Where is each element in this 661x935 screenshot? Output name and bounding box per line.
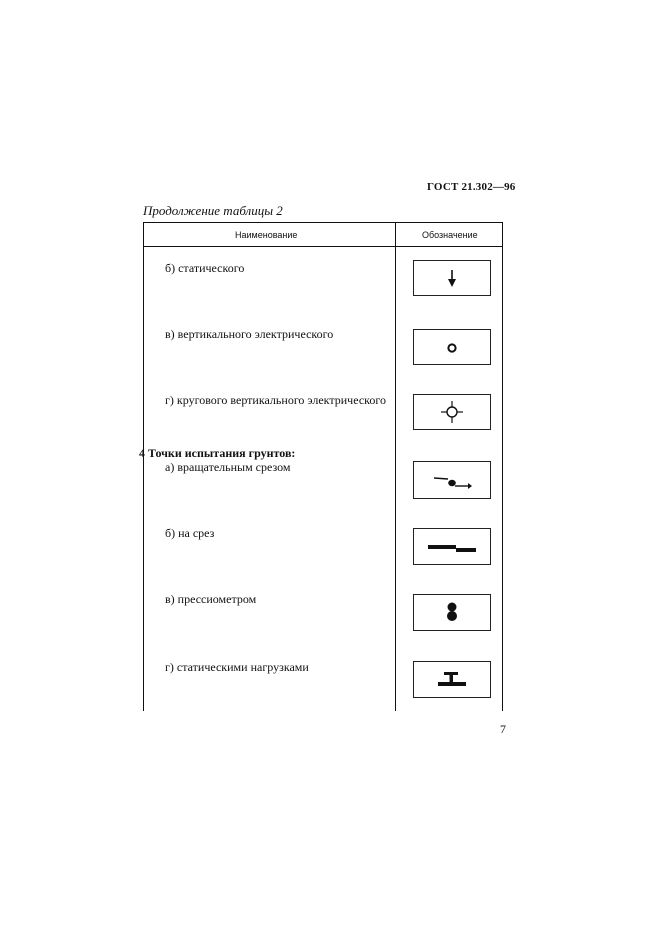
arrow-down-icon xyxy=(414,261,490,295)
standard-code: ГОСТ 21.302—96 xyxy=(427,181,516,193)
static-load-icon xyxy=(414,662,490,696)
row-label: б) статического xyxy=(165,261,245,275)
symbol-cell xyxy=(413,260,491,296)
symbol-cell xyxy=(413,329,491,365)
crosshair-circle-icon xyxy=(414,395,490,429)
row-label: г) статическими нагрузками xyxy=(165,660,309,674)
small-circle-icon xyxy=(414,330,490,364)
row-label: г) кругового вертикального электрического xyxy=(165,393,386,407)
row-label: б) на срез xyxy=(165,526,215,540)
symbol-cell xyxy=(413,528,491,565)
symbol-cell xyxy=(413,461,491,499)
symbol-cell xyxy=(413,661,491,698)
pressuremeter-icon xyxy=(414,595,490,629)
header-divider xyxy=(143,246,503,247)
symbol-cell xyxy=(413,394,491,430)
column-divider xyxy=(395,223,396,711)
table-left-border xyxy=(143,223,144,711)
row-label: а) вращательным срезом xyxy=(165,460,291,474)
row-label: в) вертикального электрического xyxy=(165,327,334,341)
rotational-shear-icon xyxy=(414,462,490,496)
table-caption: Продолжение таблицы 2 xyxy=(143,203,283,218)
row-label: в) прессиометром xyxy=(165,592,257,606)
table-right-border xyxy=(502,223,503,711)
column-header-name: Наименование xyxy=(235,230,298,240)
symbols-table xyxy=(139,222,503,711)
section-heading: 4 Точки испытания грунтов: xyxy=(139,446,296,460)
column-header-symbol: Обозначение xyxy=(422,230,478,240)
symbol-cell xyxy=(413,594,491,631)
shear-icon xyxy=(414,529,490,563)
page-number: 7 xyxy=(500,722,506,736)
